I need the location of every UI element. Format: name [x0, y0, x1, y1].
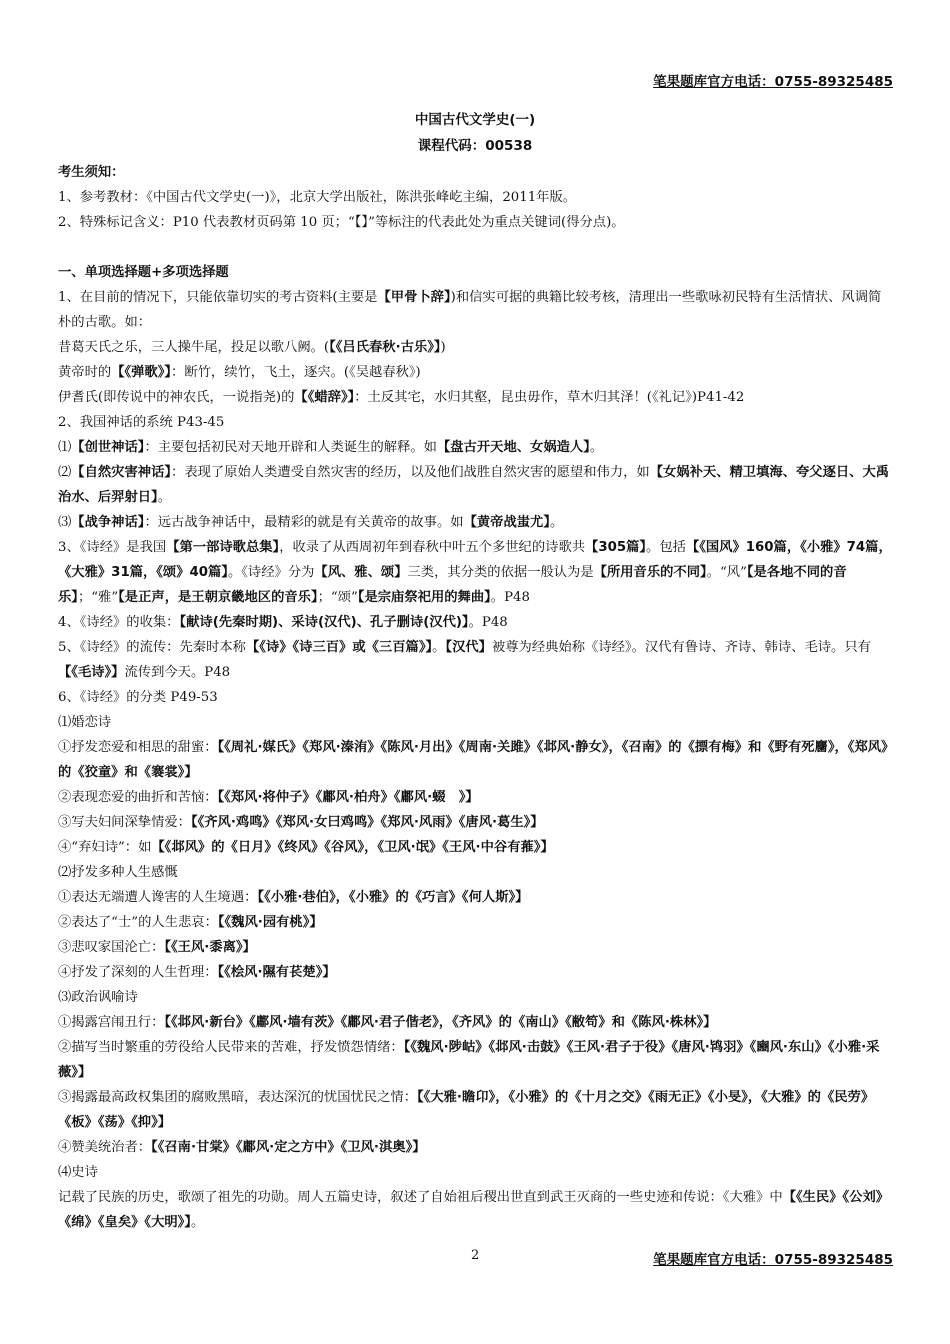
page-number: 2 [471, 1248, 480, 1263]
q6-s4-a: 记载了民族的历史，歌颂了祖先的功勋。周人五篇史诗，叙述了自始祖后稷出世直到武王灭商的一些史迹和传说：《大雅》中【《生民》《公刘》《绵》《皇矣》《大明》】。 [58, 1190, 890, 1230]
header-phone: 笔果题库官方电话：0755-89325485 [653, 74, 893, 90]
question-3: 3、《诗经》是我国【第一部诗歌总集】，收录了从西周初年到春秋中叶五个多世纪的诗歌共【305篇】。包括【《国风》160篇，《小雅》74篇，《大雅》31篇，《颂》40篇】。《诗经》分为【风、雅、颂】三类，其分类的依据一般认为是【所用音乐的不同】。“风”【是各地不同的音乐】；“雅”【是正声，是王朝京畿地区的音乐】；“颂”【是宗庙祭祀用的舞曲】。P48 [58, 540, 892, 605]
q6-s3-d: ④赞美统治者：【《召南·甘棠》《鄘风·定之方中》《卫风·淇奥》】 [58, 1140, 426, 1155]
q6-s2-c: ③悲叹家国沦亡：【《王风·黍离》】 [58, 940, 256, 955]
q6-sub-4: ⑷史诗 [58, 1165, 98, 1180]
question-2: 2、我国神话的系统 P43-45 [58, 415, 225, 430]
q6-s2-d: ④抒发了深刻的人生哲理：【《桧风·隰有苌楚》】 [58, 965, 336, 980]
q6-sub-2: ⑵抒发多种人生感慨 [58, 865, 178, 880]
question-6: 6、《诗经》的分类 P49-53 [58, 690, 218, 705]
document-title: 中国古代文学史(一) [414, 112, 536, 128]
question-4: 4、《诗经》的收集：【献诗(先秦时期)、采诗(汉代)、孔子删诗(汉代)】。P48 [58, 615, 508, 630]
q6-sub-3: ⑶政治讽喻诗 [58, 990, 138, 1005]
question-5: 5、《诗经》的流传：先秦时本称【《诗》《诗三百》或《三百篇》】。【汉代】被尊为经典始称《诗经》。汉代有鲁诗、齐诗、韩诗、毛诗。只有【《毛诗》】流传到今天。P48 [58, 640, 871, 680]
q6-s1-d: ④“弃妇诗”：如【《邶风》的《日月》《终风》《谷风》，《卫风·氓》《王风·中谷有蓷》】 [58, 840, 554, 855]
q6-s3-c: ③揭露最高政权集团的腐败黑暗，表达深沉的忧国忧民之情：【《大雅·瞻卬》，《小雅》的《十月之交》《雨无正》《小旻》，《大雅》的《民劳》《板》《荡》《抑》】 [58, 1090, 875, 1130]
document-body [58, 160, 894, 1235]
q6-s3-a: ①揭露宫闱丑行：【《邶风·新台》《鄘风·墙有茨》《鄘风·君子偕老》，《齐风》的《南山》《敝笱》和《陈风·株林》】 [58, 1015, 717, 1030]
notice-item-1: 1、参考教材：《中国古代文学史(一)》，北京大学出版社，陈洪张峰屹主编，2011年版。 [58, 190, 577, 205]
q2-item-3: ⑶【战争神话】：远古战争神话中，最精彩的就是有关黄帝的故事。如【黄帝战蚩尤】。 [58, 515, 564, 530]
course-code: 课程代码：00538 [417, 138, 533, 154]
q6-s1-a: ①抒发恋爱和相思的甜蜜：【《周礼·媒氏》《郑风·溱洧》《陈风·月出》《周南·关雎》《邶风·静女》，《召南》的《摽有梅》和《野有死麕》，《郑风》的《狡童》和《褰裳》】 [58, 740, 888, 780]
q6-s2-b: ②表达了“士”的人生悲哀：【《魏风·园有桃》】 [58, 915, 323, 930]
question-1: 1、在目前的情况下，只能依靠切实的考古资料(主要是【甲骨卜辞】)和信实可据的典籍比较考核，清理出一些歌咏初民特有生活情状、风调简朴的古歌。如： [58, 290, 882, 330]
q1-example-1: 昔葛天氏之乐，三人操牛尾，投足以歌八阙。(【《吕氏春秋·古乐》】) [58, 340, 446, 355]
q6-s1-b: ②表现恋爱的曲折和苦恼：【《郑风·将仲子》《鄘风·柏舟》《鄘风·蝃 》】 [58, 790, 479, 805]
q2-item-2: ⑵【自然灾害神话】：表现了原始人类遭受自然灾害的经历，以及他们战胜自然灾害的愿望和伟力，如【女娲补天、精卫填海、夸父逐日、大禹治水、后羿射日】。 [58, 465, 890, 505]
q1-example-3: 伊耆氏(即传说中的神农氏，一说指尧)的【《蜡辞》】：土反其宅，水归其壑，昆虫毋作，草木归其泽！(《礼记》)P41-42 [58, 390, 745, 405]
q6-s2-a: ①表达无端遭人谗害的人生境遇：【《小雅·巷伯》，《小雅》的《巧言》《何人斯》】 [58, 890, 529, 905]
notice-item-2: 2、特殊标记含义：P10 代表教材页码第 10 页；“【】”等标注的代表此处为重点关键词(得分点)。 [58, 215, 625, 230]
q2-item-1: ⑴【创世神话】：主要包括初民对天地开辟和人类诞生的解释。如【盘古开天地、女娲造人】。 [58, 440, 604, 455]
q6-s3-b: ②描写当时繁重的劳役给人民带来的苦难，抒发愤怨情绪：【《魏风·陟岵》《邶风·击鼓》《王风·君子于役》《唐风·鸨羽》《豳风·东山》《小雅·采薇》】 [58, 1040, 880, 1080]
notice-heading: 考生须知： [58, 165, 125, 180]
q6-sub-1: ⑴婚恋诗 [58, 715, 112, 730]
q1-example-2: 黄帝时的【《弹歌》】：断竹，续竹，飞土，逐宍。(《吴越春秋》) [58, 365, 421, 380]
footer-phone: 笔果题库官方电话：0755-89325485 [653, 1252, 893, 1268]
section-heading: 一、单项选择题+多项选择题 [58, 265, 229, 280]
q6-s1-c: ③写夫妇间深挚情爱：【《齐风·鸡鸣》《郑风·女曰鸡鸣》《郑风·风雨》《唐风·葛生》】 [58, 815, 544, 830]
